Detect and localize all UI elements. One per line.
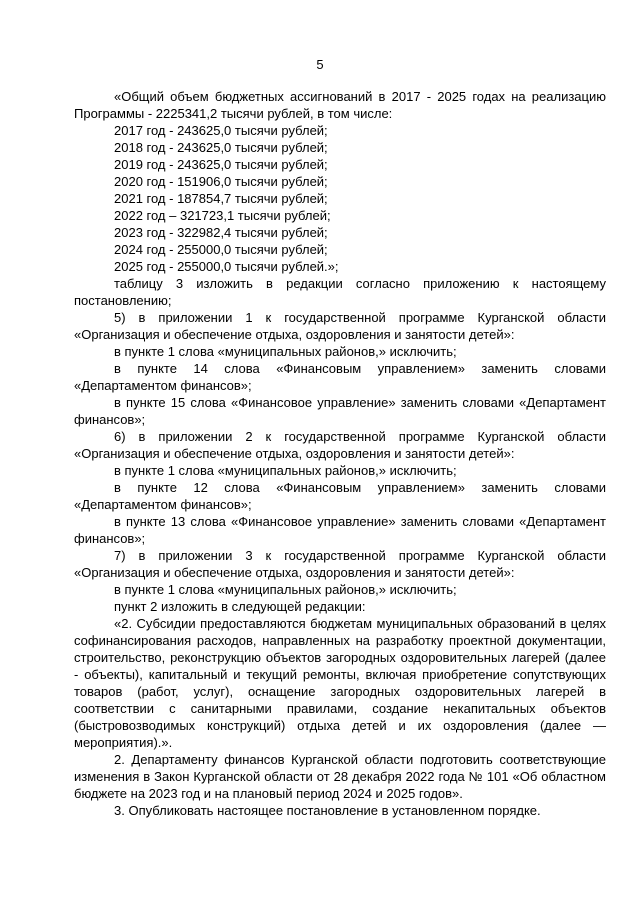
document-body [74,88,606,819]
text-paragraph: 5) в приложении 1 к государственной программе Курганской области «Организация и обеспечение отдыха, оздоровления и занятости детей»: [74,310,606,342]
text-paragraph: 6) в приложении 2 к государственной программе Курганской области «Организация и обеспечение отдыха, оздоровления и занятости детей»: [74,429,606,461]
text-line: 2019 год - 243625,0 тысячи рублей; [114,157,328,172]
text-line: в пункте 1 слова «муниципальных районов,» исключить; [114,463,457,478]
text-line: 2017 год - 243625,0 тысячи рублей; [114,123,328,138]
text-line: 2025 год - 255000,0 тысячи рублей.»; [114,259,339,274]
text-line: 2018 год - 243625,0 тысячи рублей; [114,140,328,155]
text-paragraph: таблицу 3 изложить в редакции согласно приложению к настоящему постановлению; [74,276,606,308]
text-line: 2022 год – 321723,1 тысячи рублей; [114,208,331,223]
text-line: 2020 год - 151906,0 тысячи рублей; [114,174,328,189]
text-paragraph: «Общий объем бюджетных ассигнований в 2017 - 2025 годах на реализацию Программы - 2225341,2 тысячи рублей, в том числе: [74,89,606,121]
page-number: 5 [316,57,324,72]
text-paragraph: 7) в приложении 3 к государственной программе Курганской области «Организация и обеспечение отдыха, оздоровления и занятости детей»: [74,548,606,580]
text-paragraph: в пункте 14 слова «Финансовым управлением» заменить словами «Департаментом финансов»; [74,361,606,393]
text-line: в пункте 1 слова «муниципальных районов,» исключить; [114,344,457,359]
text-line: 2021 год - 187854,7 тысячи рублей; [114,191,328,206]
text-line: пункт 2 изложить в следующей редакции: [114,599,366,614]
text-paragraph: «2. Субсидии предоставляются бюджетам муниципальных образований в целях софинансирования расходов, направленных на разработку проектной документации, строительство, реконструкцию объектов загородных оздоровительных лагерей (далее - объекты), капитальный и текущий ремонты, включая приобретение сопутствующих товаров (работ, услуг), оснащение загородных оздоровительных лагерей в соответствии с санитарными правилами, создание некапитальных объектов (быстровозводимых конструкций) отдыха детей и их оздоровления (далее — мероприятия).». [74,616,606,750]
text-paragraph: в пункте 15 слова «Финансовое управление» заменить словами «Департамент финансов»; [74,395,606,427]
text-line: в пункте 1 слова «муниципальных районов,» исключить; [114,582,457,597]
text-paragraph: 2. Департаменту финансов Курганской области подготовить соответствующие изменения в Закон Курганской области от 28 декабря 2022 года № 101 «Об областном бюджете на 2023 год и на плановый период 2024 и 2025 годов». [74,752,606,801]
text-line: 2023 год - 322982,4 тысячи рублей; [114,225,328,240]
text-paragraph: в пункте 12 слова «Финансовым управлением» заменить словами «Департаментом финансов»; [74,480,606,512]
text-line: 3. Опубликовать настоящее постановление в установленном порядке. [114,803,541,818]
text-line: 2024 год - 255000,0 тысячи рублей; [114,242,328,257]
text-paragraph: в пункте 13 слова «Финансовое управление» заменить словами «Департамент финансов»; [74,514,606,546]
